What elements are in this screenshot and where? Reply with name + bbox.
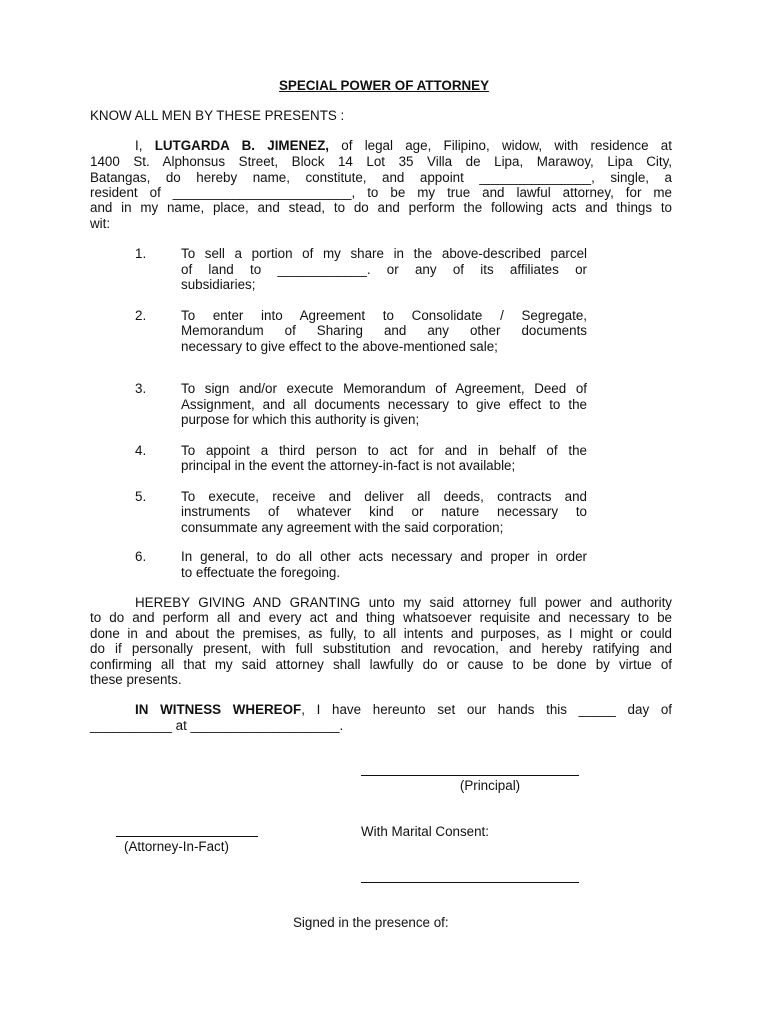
witness-line-1: [135, 702, 672, 718]
item-line: Memorandum of Sharing and any other documents: [181, 323, 587, 338]
intro-line-2: 1400 St. Alphonsus Street, Block 14 Lot 35 Villa de Lipa, Marawoy, Lipa City,: [90, 154, 672, 169]
item-line: consummate any agreement with the said corporation;: [181, 520, 504, 535]
intro-line-5: and in my name, place, and stead, to do and perform the following acts and things to: [90, 200, 672, 215]
item-line: subsidiaries;: [181, 277, 256, 292]
item-number: 3.: [135, 381, 147, 396]
intro-line-6: wit:: [90, 216, 111, 231]
item-line: To sell a portion of my share in the above-described parcel: [181, 246, 587, 261]
intro-line-4: resident of ________________________, to be my true and lawful attorney, for me: [90, 185, 672, 200]
item-line: To appoint a third person to act for and in behalf of the: [181, 443, 587, 458]
marital-consent-signature-line: [361, 882, 579, 883]
item-number: 6.: [135, 549, 147, 564]
granting-line-2: to do and perform all and every act and thing whatsoever requisite and necessary to be: [90, 610, 672, 625]
intro-line-1: [135, 138, 672, 154]
intro-line-3: Batangas, do hereby name, constitute, and appoint _______________, single, a: [90, 170, 672, 185]
granting-line-1: HEREBY GIVING AND GRANTING unto my said attorney full power and authority: [135, 595, 672, 610]
item-line: To sign and/or execute Memorandum of Agreement, Deed of: [181, 381, 587, 396]
document-title: SPECIAL POWER OF ATTORNEY: [278, 78, 490, 93]
item-line: To execute, receive and deliver all deeds, contracts and: [181, 489, 587, 504]
item-line: necessary to give effect to the above-mentioned sale;: [181, 339, 498, 354]
attorney-label: (Attorney-In-Fact): [124, 839, 229, 854]
witness-line-2: ___________ at ____________________.: [90, 718, 344, 733]
granting-line-6: these presents.: [90, 672, 182, 687]
item-number: 1.: [135, 246, 147, 261]
granting-line-5: confirming all that my said attorney shall lawfully do or cause to be done by virtue of: [90, 657, 672, 672]
principal-label: (Principal): [459, 778, 521, 793]
granting-line-4: do if personally present, with full substitution and revocation, and hereby ratifying and: [90, 641, 672, 656]
item-number: 5.: [135, 489, 147, 504]
item-number: 4.: [135, 443, 147, 458]
item-line: Assignment, and all documents necessary to give effect to the: [181, 397, 587, 412]
item-line: To enter into Agreement to Consolidate / Segregate,: [181, 308, 587, 323]
principal-signature-line: [361, 775, 579, 776]
item-number: 2.: [135, 308, 147, 323]
intro-prefix: I,: [135, 138, 155, 153]
witness-line-1-rest: , I have hereunto set our hands this _____ day of: [301, 702, 672, 717]
item-line: In general, to do all other acts necessary and proper in order: [181, 549, 587, 564]
marital-consent-label: With Marital Consent:: [361, 824, 489, 839]
item-line: purpose for which this authority is given;: [181, 412, 420, 427]
item-line: principal in the event the attorney-in-fact is not available;: [181, 458, 516, 473]
item-line: instruments of whatever kind or nature necessary to: [181, 504, 587, 519]
item-line: of land to ____________. or any of its affiliates or: [181, 262, 587, 277]
item-line: to effectuate the foregoing.: [181, 565, 341, 580]
know-all-men-line: KNOW ALL MEN BY THESE PRESENTS :: [90, 108, 345, 123]
granting-line-3: done in and about the premises, as fully, to all intents and purposes, as I might or could: [90, 626, 672, 641]
attorney-signature-line: [116, 836, 258, 837]
principal-name: LUTGARDA B. JIMENEZ,: [154, 138, 329, 153]
witness-bold: IN WITNESS WHEREOF: [135, 702, 302, 717]
intro-line-1-rest: of legal age, Filipino, widow, with residence at: [329, 138, 672, 153]
signed-presence-label: Signed in the presence of:: [293, 915, 449, 930]
